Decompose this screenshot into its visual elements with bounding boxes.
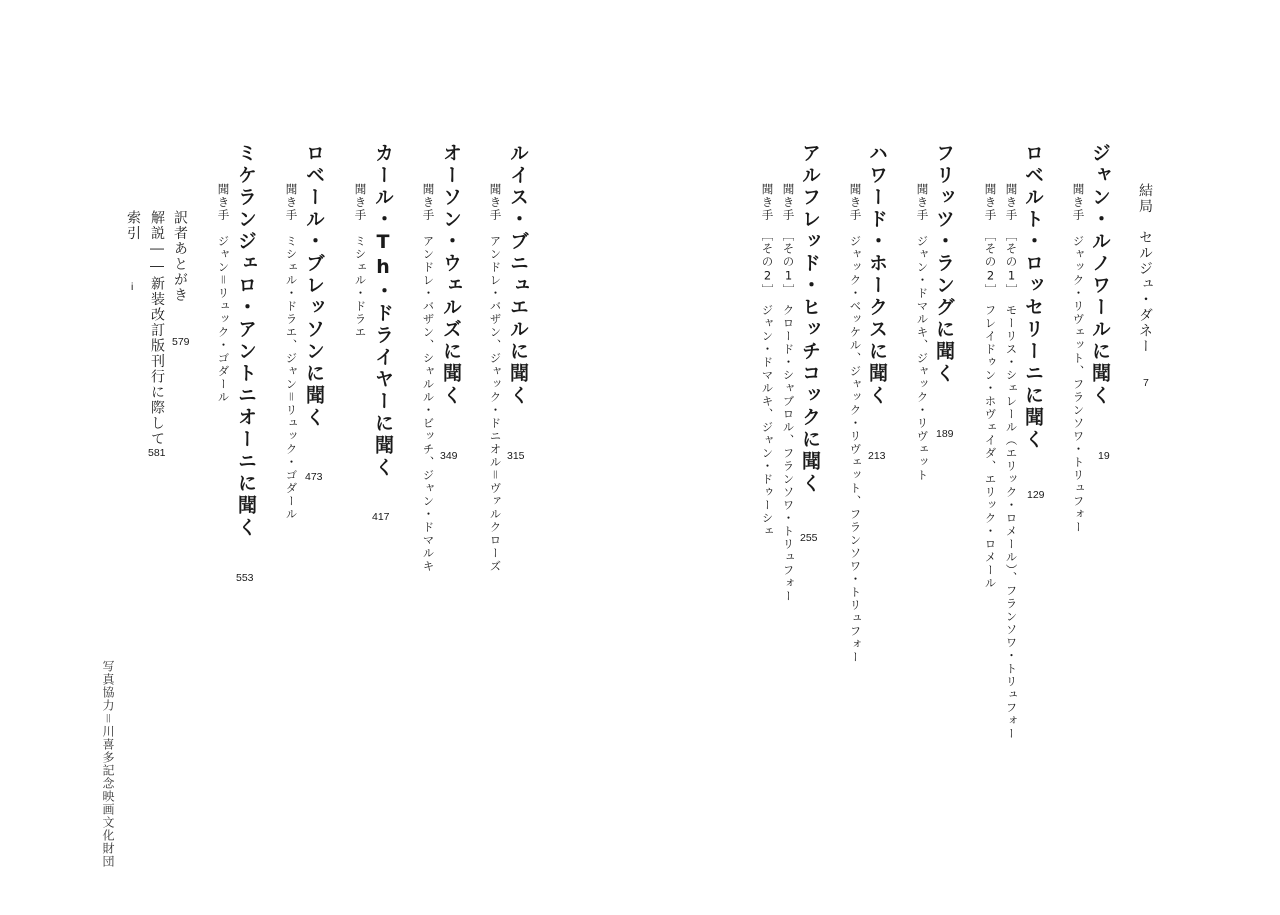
conclusion-label: 結局 [1137,183,1153,214]
chapter-page-number-hawks: 213 [868,450,886,462]
chapter-page-number-dreyer: 417 [372,511,390,523]
back-matter-translator-afterword: 訳者あとがき [172,210,188,303]
chapter-interviewers-hawks: 聞き手 ジャック・ベッケル、ジャック・リヴェット、フランソワ・トリュフォー [848,183,863,664]
chapter-page-number-antonioni: 553 [236,572,254,584]
chapter-title-dreyer: カール・Th・ドライヤーに聞く [372,143,394,479]
chapter-page-number-rossellini: 129 [1027,489,1045,501]
back-matter-index-page: i [131,281,134,293]
chapter-page-number-bunuel: 315 [507,450,525,462]
chapter-title-hitchcock: アルフレッド・ヒッチコックに聞く [799,143,821,495]
conclusion-page-number: 7 [1143,377,1149,389]
chapter-title-antonioni: ミケランジェロ・アントニオーニに聞く [235,143,257,539]
chapter-interviewers-rossellini-2: 聞き手 ［その2］ フレイドゥン・ホヴェイダ、エリック・ロメール [983,183,998,590]
chapter-title-bresson: ロベール・ブレッソンに聞く [303,143,325,429]
chapter-title-welles: オーソン・ウェルズに聞く [440,143,462,407]
chapter-title-lang: フリッツ・ラングに聞く [933,143,955,385]
back-matter-commentary: 解説――新装改訂版刊行に際して [149,210,165,447]
back-matter-commentary-page: 581 [148,447,166,459]
chapter-interviewers-lang: 聞き手 ジャン・ドマルキ、ジャック・リヴェット [915,183,930,482]
chapter-title-bunuel: ルイス・ブニュエルに聞く [507,143,529,407]
chapter-interviewers-welles: 聞き手 アンドレ・バザン、シャルル・ビッチ、ジャン・ドマルキ [421,183,436,573]
chapter-title-rossellini: ロベルト・ロッセリーニに聞く [1022,143,1044,451]
chapter-page-number-welles: 349 [440,450,458,462]
chapter-page-number-bresson: 473 [305,471,323,483]
chapter-interviewers-rossellini-1: 聞き手 ［その1］ モーリス・シェレール（エリック・ロメール）、フランソワ・トリュフォー [1004,183,1019,741]
chapter-title-renoir: ジャン・ルノワールに聞く [1089,143,1111,407]
back-matter-index: 索引 [125,210,141,241]
conclusion-author: セルジュ・ダネー [1137,230,1153,354]
back-matter-translator-afterword-page: 579 [172,336,190,348]
chapter-interviewers-dreyer: 聞き手 ミシェル・ドラエ [353,183,368,339]
chapter-interviewers-hitchcock-2: 聞き手 ［その2］ ジャン・ドマルキ、ジャン・ドゥーシェ [760,183,775,538]
chapter-page-number-hitchcock: 255 [800,532,818,544]
chapter-interviewers-bunuel: 聞き手 アンドレ・バザン、ジャック・ドニオル＝ヴァルクローズ [488,183,503,573]
chapter-page-number-renoir: 19 [1098,450,1110,462]
chapter-interviewers-hitchcock-1: 聞き手 ［その1］ クロード・シャブロル、フランソワ・トリュフォー [781,183,796,603]
chapter-title-hawks: ハワード・ホークスに聞く [866,143,888,407]
chapter-interviewers-antonioni: 聞き手 ジャン＝リュック・ゴダール [216,183,231,404]
photo-credit: 写真協力＝川喜多記念映画文化財団 [101,660,115,868]
chapter-page-number-lang: 189 [936,428,954,440]
chapter-interviewers-bresson: 聞き手 ミシェル・ドラエ、ジャン＝リュック・ゴダール [284,183,299,521]
chapter-interviewers-renoir: 聞き手 ジャック・リヴェット、フランソワ・トリュフォー [1071,183,1086,534]
